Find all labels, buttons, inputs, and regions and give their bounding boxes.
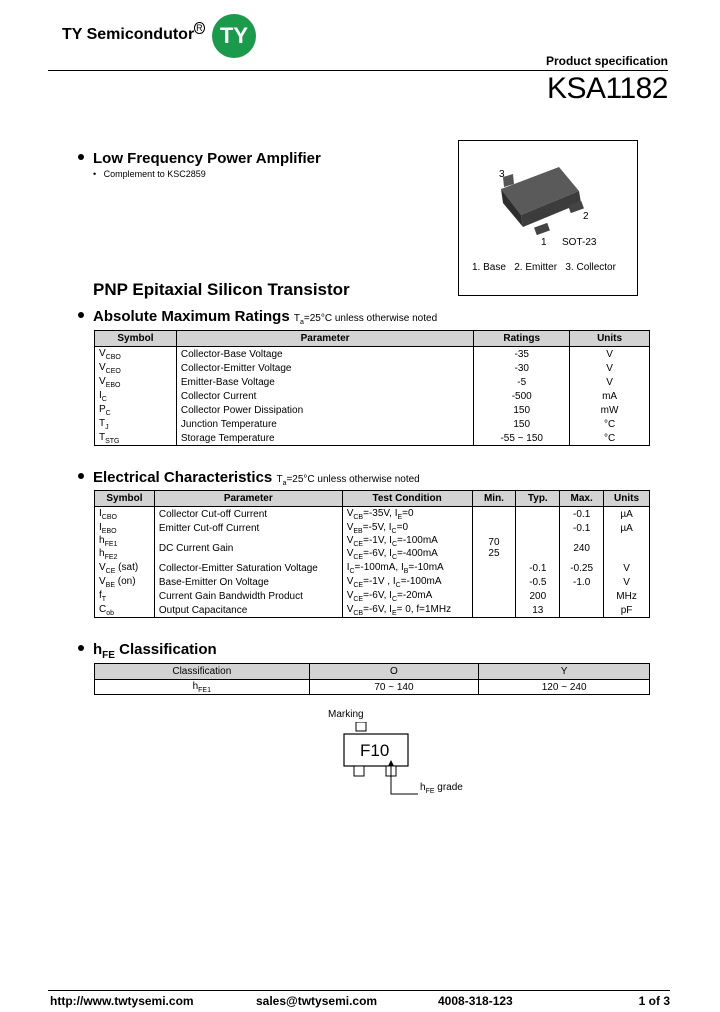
symbol-sub: STG <box>105 437 120 445</box>
symbol-sub: BE <box>105 581 116 589</box>
typ-cell <box>516 535 560 561</box>
condition-part: =-6V, I <box>363 548 392 559</box>
condition-part: =0 <box>396 521 409 533</box>
unit-cell: V <box>604 561 650 575</box>
unit-cell: V <box>604 575 650 589</box>
condition-part: I <box>346 561 350 573</box>
footer-email[interactable]: sales@twtysemi.com <box>256 994 378 1008</box>
unit-cell <box>604 535 650 561</box>
document-title: PNP Epitaxial Silicon Transistor <box>93 280 350 299</box>
col-header: Units <box>604 491 650 507</box>
parameter-cell: Collector Current <box>176 389 473 403</box>
table-row <box>95 347 650 362</box>
symbol-text: I <box>99 389 102 401</box>
condition-part: E <box>391 609 397 617</box>
marking-label: Marking <box>328 709 364 720</box>
condition-part: CB <box>353 609 364 617</box>
hfe-value-o: 70 ~ 140 <box>309 680 479 695</box>
condition-part: C <box>349 567 355 575</box>
table-row <box>95 575 650 589</box>
condition-part: CE <box>353 541 364 548</box>
feature-headline <box>78 150 321 167</box>
hfe-heading-h: h <box>93 641 103 658</box>
max-cell: -0.25 <box>560 561 604 575</box>
max-cell <box>560 589 604 603</box>
parameter-cell: Collector-Base Voltage <box>176 347 473 362</box>
part-number: KSA1182 <box>546 72 668 105</box>
package-name: SOT-23 <box>562 237 597 248</box>
condition-part: =-35V, I <box>363 507 398 519</box>
abs-max-heading-text: Absolute Maximum Ratings <box>93 308 290 325</box>
hfe-grade-sub: FE <box>425 788 435 795</box>
marking-code: F10 <box>360 741 390 760</box>
col-header: Test Condition <box>342 491 472 507</box>
abs-max-cond-t: T <box>293 313 300 324</box>
rating-cell: -5 <box>474 375 570 389</box>
condition-part: =-20mA <box>397 589 433 601</box>
feature-sub-item <box>93 169 206 179</box>
unit-cell: µA <box>604 507 650 522</box>
symbol-text: V <box>99 575 106 587</box>
typ-cell: 13 <box>516 603 560 618</box>
min-cell <box>472 507 516 522</box>
elec-table <box>94 490 650 618</box>
feature-headline-text: Low Frequency Power Amplifier <box>93 150 321 167</box>
sub-bullet-icon: • <box>93 169 97 179</box>
footer-divider <box>48 990 670 991</box>
elec-cond-sub: a <box>282 480 287 487</box>
parameter-cell: Collector Cut-off Current <box>154 507 342 522</box>
condition-part: V <box>346 535 354 546</box>
symbol-cell <box>95 589 155 603</box>
abs-max-table <box>94 330 650 446</box>
condition-cell <box>342 575 472 589</box>
condition-part: V <box>346 575 354 587</box>
condition-part: V <box>346 589 354 601</box>
condition-part: = 0, f=1MHz <box>396 603 452 615</box>
condition-part: =-10mA <box>408 561 444 573</box>
unit-cell: mW <box>570 403 650 417</box>
symbol-text: V <box>99 347 106 359</box>
abs-max-cond-rest: =25°C unless otherwise noted <box>303 313 438 324</box>
bullet-dot-icon <box>78 645 84 651</box>
symbol-sub: CE <box>105 567 116 575</box>
parameter-cell: Collector-Emitter Voltage <box>176 361 473 375</box>
hfe-row-label-h: h <box>192 680 199 692</box>
col-header: Ratings <box>474 331 570 347</box>
unit-cell: V <box>570 347 650 362</box>
hfe-grade-label <box>420 782 463 795</box>
pin3-label: 3 <box>499 169 505 180</box>
bullet-dot-icon <box>78 473 84 479</box>
min-cell <box>472 535 516 561</box>
symbol-sub: J <box>105 423 109 431</box>
unit-cell: V <box>570 361 650 375</box>
footer-url[interactable]: http://www.twtysemi.com <box>50 994 194 1008</box>
hfe-table <box>94 663 650 695</box>
symbol-sub: ob <box>106 609 115 617</box>
symbol-text: I <box>99 507 102 519</box>
bullet-dot-icon <box>78 154 84 160</box>
min-cell <box>472 575 516 589</box>
max-cell: -0.1 <box>560 521 604 535</box>
col-header: Max. <box>560 491 604 507</box>
col-header: Units <box>570 331 650 347</box>
typ-cell <box>516 507 560 522</box>
condition-part: CE <box>353 595 364 603</box>
condition-part: C <box>391 527 397 535</box>
table-row <box>95 535 650 561</box>
symbol-sub: CBO <box>105 353 121 361</box>
symbol-text: C <box>99 603 107 615</box>
max-cell: -0.1 <box>560 507 604 522</box>
rating-cell: -500 <box>474 389 570 403</box>
feature-sub-item-text: Complement to KSC2859 <box>103 169 206 179</box>
rating-cell: -55 ~ 150 <box>474 431 570 446</box>
typ-cell: -0.5 <box>516 575 560 589</box>
symbol-text: T <box>99 417 106 429</box>
condition-part: B <box>403 567 409 575</box>
table-row <box>95 375 650 389</box>
condition-part: EB <box>353 527 363 535</box>
condition-part: CE <box>353 554 364 561</box>
symbol-cell <box>95 535 155 561</box>
condition-cell <box>342 589 472 603</box>
hfe-heading-rest: Classification <box>114 641 217 658</box>
typ-cell: 200 <box>516 589 560 603</box>
table-row <box>95 507 650 522</box>
condition-part: =-1V , I <box>363 575 396 587</box>
symbol-sub: EBO <box>105 381 121 389</box>
symbol-cell <box>95 389 177 403</box>
bullet-dot-icon <box>78 312 84 318</box>
min-cell <box>472 603 516 618</box>
min-cell <box>472 561 516 575</box>
elec-header-row <box>95 491 650 507</box>
symbol-sub: T <box>101 595 107 603</box>
parameter-cell: Junction Temperature <box>176 417 473 431</box>
parameter-cell: Storage Temperature <box>176 431 473 446</box>
condition-part: V <box>346 548 354 559</box>
col-header: Min. <box>472 491 516 507</box>
condition-part: =-100mA <box>397 535 438 546</box>
table-row <box>95 389 650 403</box>
hfe-row-label <box>95 680 310 695</box>
pin-legend: 1. Base 2. Emitter 3. Collector <box>472 262 616 273</box>
table-row <box>95 521 650 535</box>
symbol-sub: EBO <box>101 527 117 535</box>
condition-part: =-400mA <box>397 548 438 559</box>
hfe-value-y: 120 ~ 240 <box>479 680 650 695</box>
rating-cell: 150 <box>474 403 570 417</box>
footer-page: 1 of 3 <box>638 994 670 1008</box>
min-value-2: 25 <box>488 548 500 559</box>
table-row <box>95 417 650 431</box>
symbol-text: h <box>99 535 105 546</box>
table-row <box>95 561 650 575</box>
elec-cond-rest: =25°C unless otherwise noted <box>286 474 420 485</box>
condition-cell <box>342 603 472 618</box>
hfe-grade-rest: grade <box>434 782 463 793</box>
col-header: Symbol <box>95 491 155 507</box>
condition-part: =-1V, I <box>363 535 392 546</box>
abs-max-cond-sub: a <box>299 319 304 326</box>
unit-cell: V <box>570 375 650 389</box>
registered-mark: R <box>196 23 203 33</box>
unit-cell: MHz <box>604 589 650 603</box>
condition-part: =-100mA, I <box>354 561 404 573</box>
symbol-sub: FE1 <box>104 541 118 548</box>
condition-part: C <box>391 554 397 561</box>
table-row <box>95 603 650 618</box>
pin1-label: 1 <box>541 237 547 248</box>
parameter-cell: DC Current Gain <box>154 535 342 561</box>
condition-part: =-6V, I <box>363 603 392 615</box>
symbol-cell <box>95 347 177 362</box>
hfe-heading <box>78 641 217 661</box>
condition-part: V <box>346 507 354 519</box>
abs-max-header-row <box>95 331 650 347</box>
package-box <box>458 140 638 296</box>
condition-part: V <box>346 603 354 615</box>
symbol-text-2: (on) <box>115 575 136 587</box>
symbol-text: V <box>99 561 106 573</box>
symbol-cell <box>95 403 177 417</box>
condition-cell <box>342 561 472 575</box>
table-row <box>95 361 650 375</box>
max-cell <box>560 603 604 618</box>
symbol-cell <box>95 603 155 618</box>
col-header: Typ. <box>516 491 560 507</box>
condition-cell <box>342 507 472 522</box>
col-header: O <box>309 664 479 680</box>
parameter-cell: Collector-Emitter Saturation Voltage <box>154 561 342 575</box>
parameter-cell: Collector Power Dissipation <box>176 403 473 417</box>
col-header: Symbol <box>95 331 177 347</box>
elec-heading-text: Electrical Characteristics <box>93 469 273 486</box>
company-logo <box>212 14 256 58</box>
symbol-sub-2: FE2 <box>104 554 118 561</box>
footer-phone: 4008-318-123 <box>438 994 513 1008</box>
elec-cond-t: T <box>276 474 283 485</box>
table-row <box>95 680 650 695</box>
table-row <box>95 403 650 417</box>
parameter-cell: Base-Emitter On Voltage <box>154 575 342 589</box>
rating-cell: -30 <box>474 361 570 375</box>
parameter-cell: Emitter-Base Voltage <box>176 375 473 389</box>
abs-max-heading <box>78 308 437 326</box>
col-header: Parameter <box>154 491 342 507</box>
condition-cell <box>342 521 472 535</box>
pin2-label: 2 <box>583 211 589 222</box>
min-value: 70 <box>488 537 500 548</box>
symbol-cell <box>95 431 177 446</box>
unit-cell: µA <box>604 521 650 535</box>
company-name <box>62 23 205 44</box>
rating-cell: 150 <box>474 417 570 431</box>
symbol-sub: CEO <box>105 367 121 375</box>
parameter-cell: Output Capacitance <box>154 603 342 618</box>
symbol-text: V <box>99 361 106 373</box>
symbol-cell <box>95 561 155 575</box>
symbol-cell <box>95 507 155 522</box>
symbol-cell <box>95 521 155 535</box>
symbol-text-2: (sat) <box>115 561 139 573</box>
min-cell <box>472 521 516 535</box>
symbol-sub: C <box>101 395 107 403</box>
condition-part: CB <box>353 513 364 521</box>
table-row <box>95 589 650 603</box>
condition-part: =-5V, I <box>362 521 392 533</box>
header-divider <box>48 70 668 71</box>
unit-cell: mA <box>570 389 650 403</box>
rating-cell: -35 <box>474 347 570 362</box>
symbol-text: V <box>99 375 106 387</box>
parameter-cell: Current Gain Bandwidth Product <box>154 589 342 603</box>
table-row <box>95 431 650 446</box>
condition-part: C <box>395 581 401 589</box>
symbol-sub: CBO <box>101 513 117 521</box>
product-spec-label: Product specification <box>545 54 668 68</box>
symbol-text: P <box>99 403 106 415</box>
col-header: Y <box>479 664 650 680</box>
symbol-cell <box>95 417 177 431</box>
symbol-cell <box>95 361 177 375</box>
elec-heading <box>78 469 420 487</box>
col-header: Parameter <box>176 331 473 347</box>
max-cell: 240 <box>560 535 604 561</box>
unit-cell: °C <box>570 417 650 431</box>
symbol-text: T <box>99 431 106 443</box>
parameter-cell: Emitter Cut-off Current <box>154 521 342 535</box>
col-header: Classification <box>95 664 310 680</box>
symbol-text: f <box>99 589 102 601</box>
unit-cell: °C <box>570 431 650 446</box>
unit-cell: pF <box>604 603 650 618</box>
symbol-sub: C <box>105 409 111 417</box>
hfe-row-label-sub: FE1 <box>198 686 211 694</box>
symbol-text: I <box>99 521 102 533</box>
company-name-text: TY Semicondutor <box>62 26 195 43</box>
hfe-heading-sub: FE <box>102 650 115 661</box>
condition-part: E <box>397 513 403 521</box>
hfe-grade-h: h <box>420 782 426 793</box>
condition-part: C <box>391 541 397 548</box>
condition-cell <box>342 535 472 561</box>
typ-cell <box>516 521 560 535</box>
min-cell <box>472 589 516 603</box>
condition-part: =0 <box>402 507 414 519</box>
symbol-cell <box>95 575 155 589</box>
max-cell: -1.0 <box>560 575 604 589</box>
typ-cell: -0.1 <box>516 561 560 575</box>
condition-part: C <box>391 595 397 603</box>
condition-part: =-100mA <box>400 575 442 587</box>
hfe-header-row <box>95 664 650 680</box>
condition-part: =-6V, I <box>363 589 392 601</box>
condition-part: V <box>346 521 354 533</box>
symbol-cell <box>95 375 177 389</box>
symbol-text-2: h <box>99 548 105 559</box>
condition-part: CE <box>353 581 364 589</box>
logo-letters: TY <box>219 23 249 48</box>
